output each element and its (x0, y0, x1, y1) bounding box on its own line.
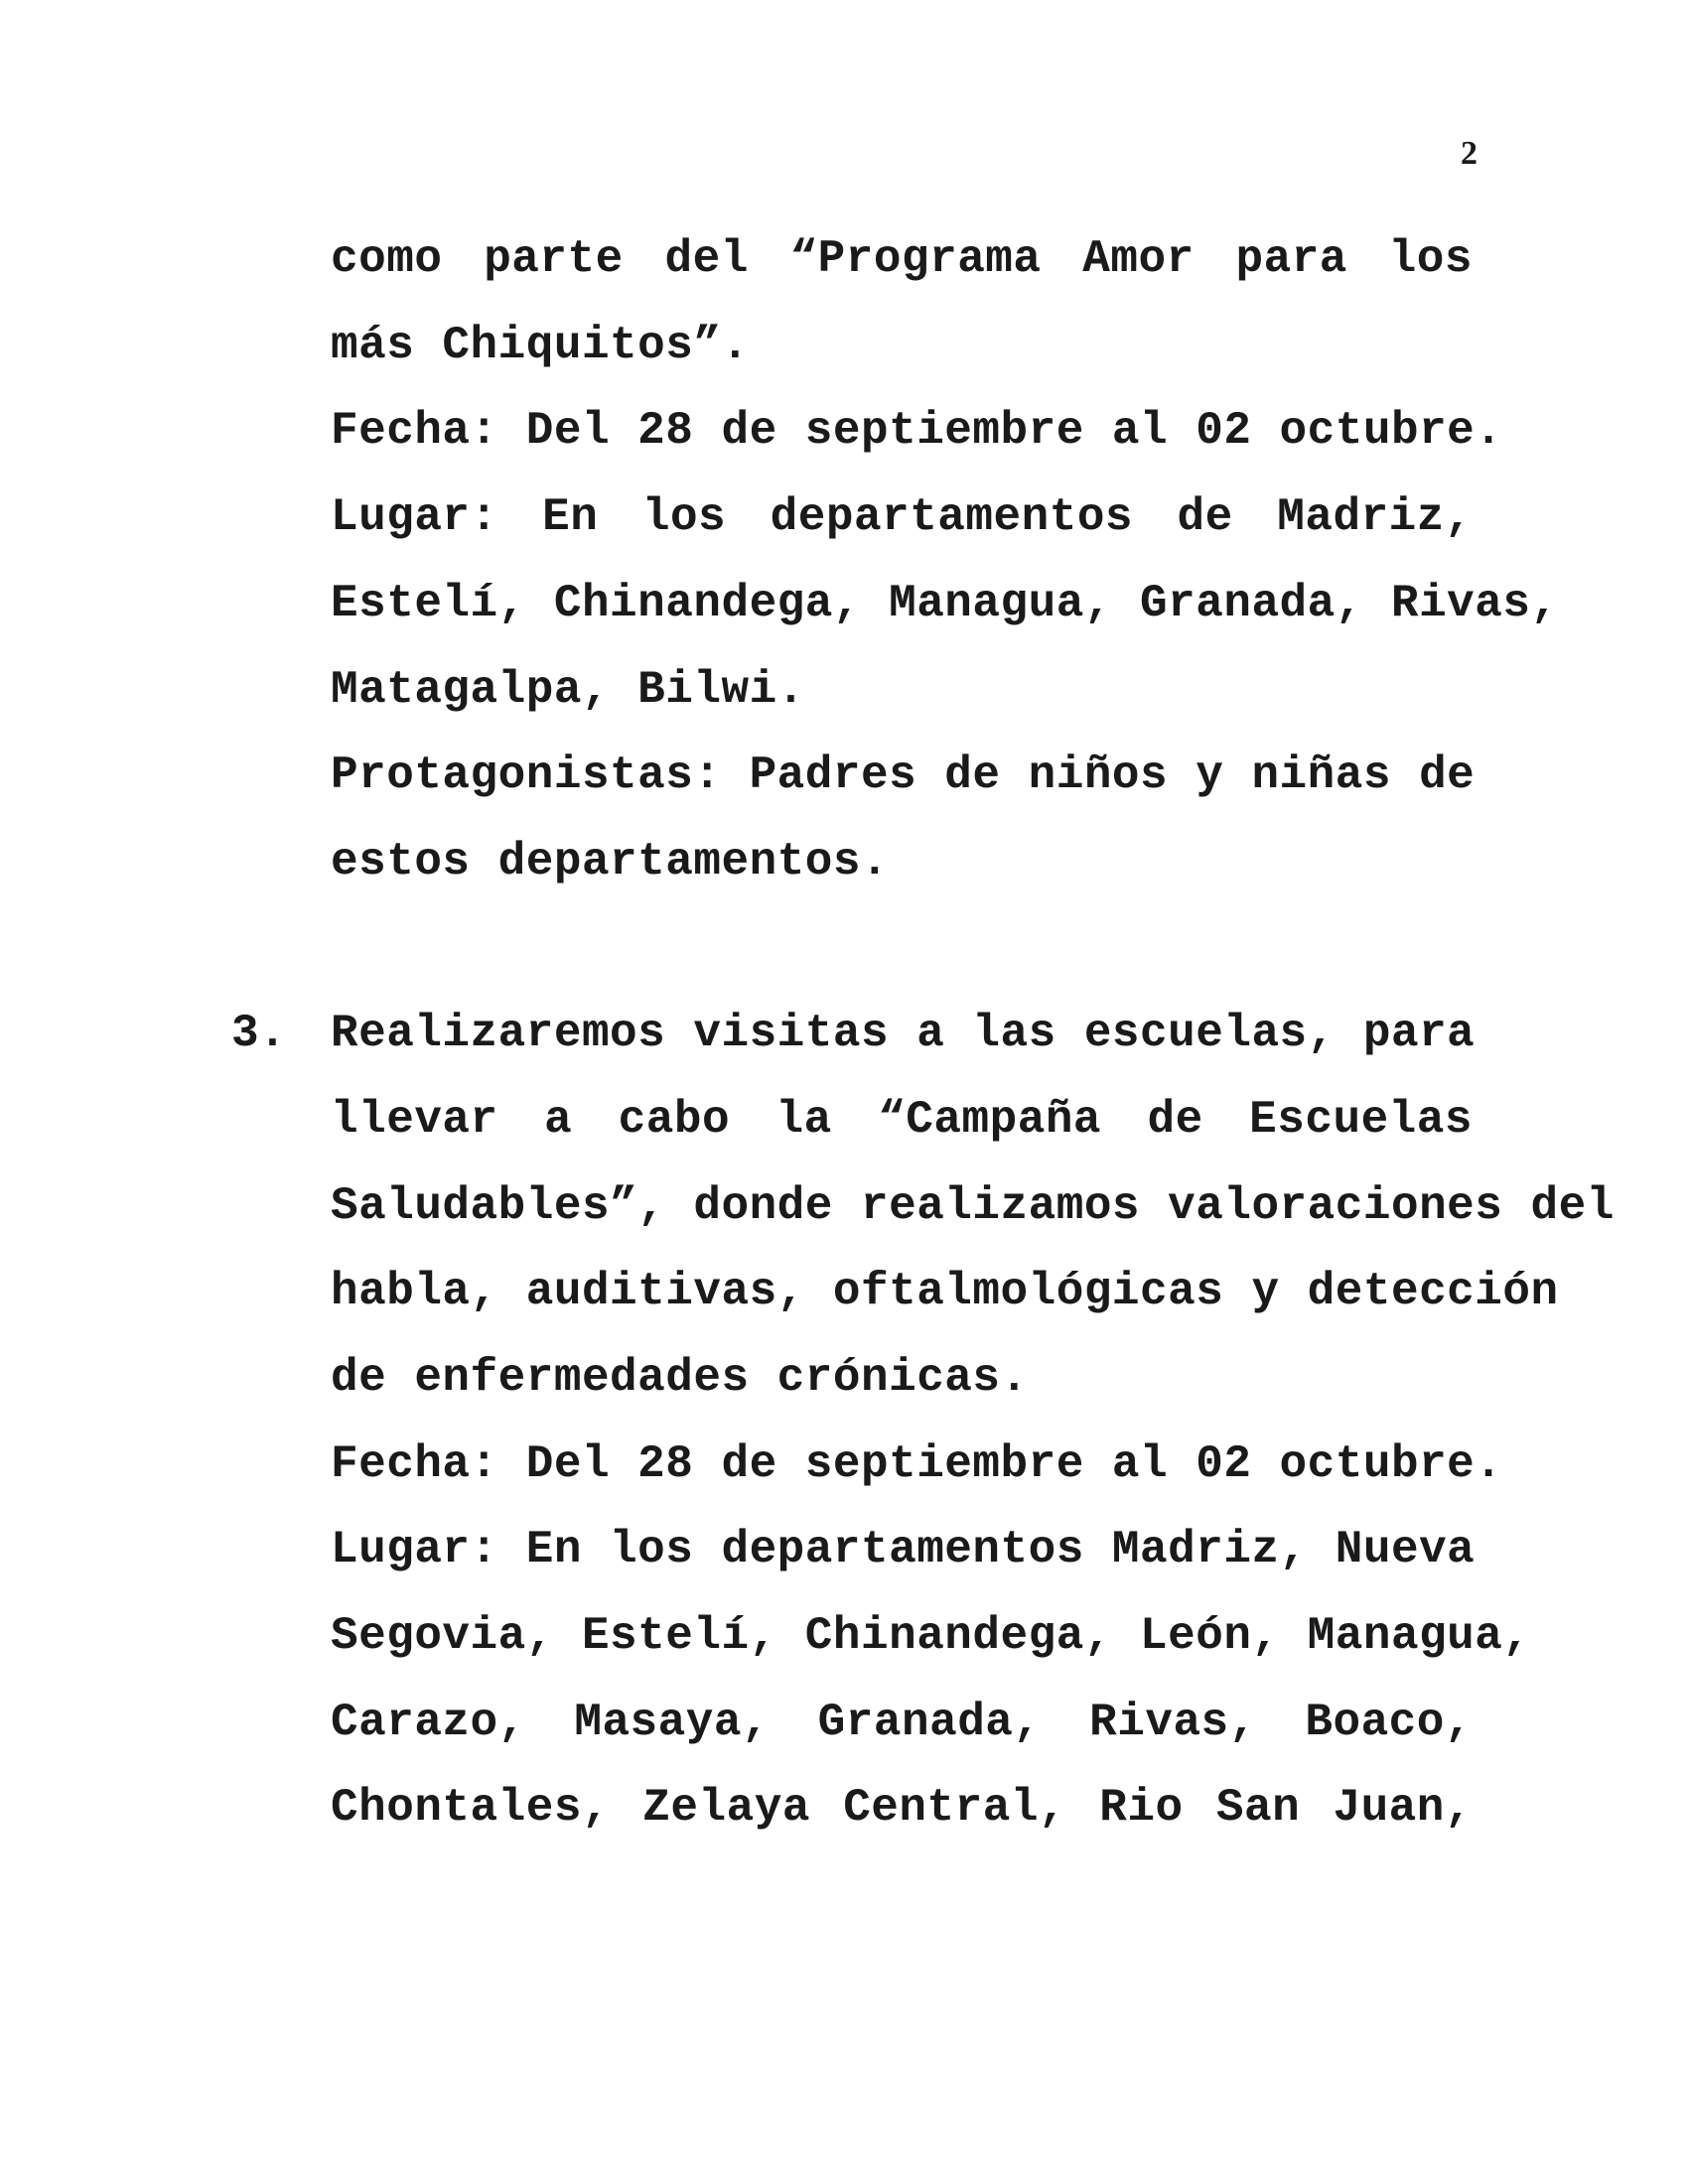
list-item-marker-3: 3. (231, 1008, 287, 1059)
item-3-line-2: llevar a cabo la “Campaña de Escuelas (331, 1094, 1473, 1146)
continuation-lugar-line-1: Lugar: En los departamentos de Madriz, (331, 491, 1473, 543)
item-3-lugar-line-4: Chontales, Zelaya Central, Rio San Juan, (331, 1782, 1473, 1834)
item-3-lugar-line-2: Segovia, Estelí, Chinandega, León, Managua, (331, 1610, 1531, 1662)
continuation-line-2: más Chiquitos”. (331, 320, 750, 371)
item-3-line-5: de enfermedades crónicas. (331, 1352, 1029, 1404)
item-3-lugar-line-1: Lugar: En los departamentos Madriz, Nueva (331, 1524, 1476, 1575)
continuation-fecha-line: Fecha: Del 28 de septiembre al 02 octubre. (331, 405, 1503, 457)
continuation-lugar-line-3: Matagalpa, Bilwi. (331, 664, 805, 716)
item-3-fecha-line: Fecha: Del 28 de septiembre al 02 octubre. (331, 1438, 1503, 1490)
continuation-protagonistas-line-2: estos departamentos. (331, 836, 890, 887)
page-number: 2 (1461, 135, 1477, 172)
continuation-protagonistas-line-1: Protagonistas: Padres de niños y niñas de (331, 750, 1476, 801)
item-3-lugar-line-3: Carazo, Masaya, Granada, Rivas, Boaco, (331, 1697, 1473, 1748)
continuation-line-1: como parte del “Programa Amor para los (331, 233, 1473, 285)
continuation-lugar-line-2: Estelí, Chinandega, Managua, Granada, Rivas, (331, 578, 1559, 629)
item-3-line-4: habla, auditivas, oftalmológicas y detección (331, 1266, 1559, 1317)
item-3-line-1: Realizaremos visitas a las escuelas, para (331, 1008, 1476, 1059)
item-3-line-3: Saludables”, donde realizamos valoraciones del (331, 1180, 1615, 1232)
